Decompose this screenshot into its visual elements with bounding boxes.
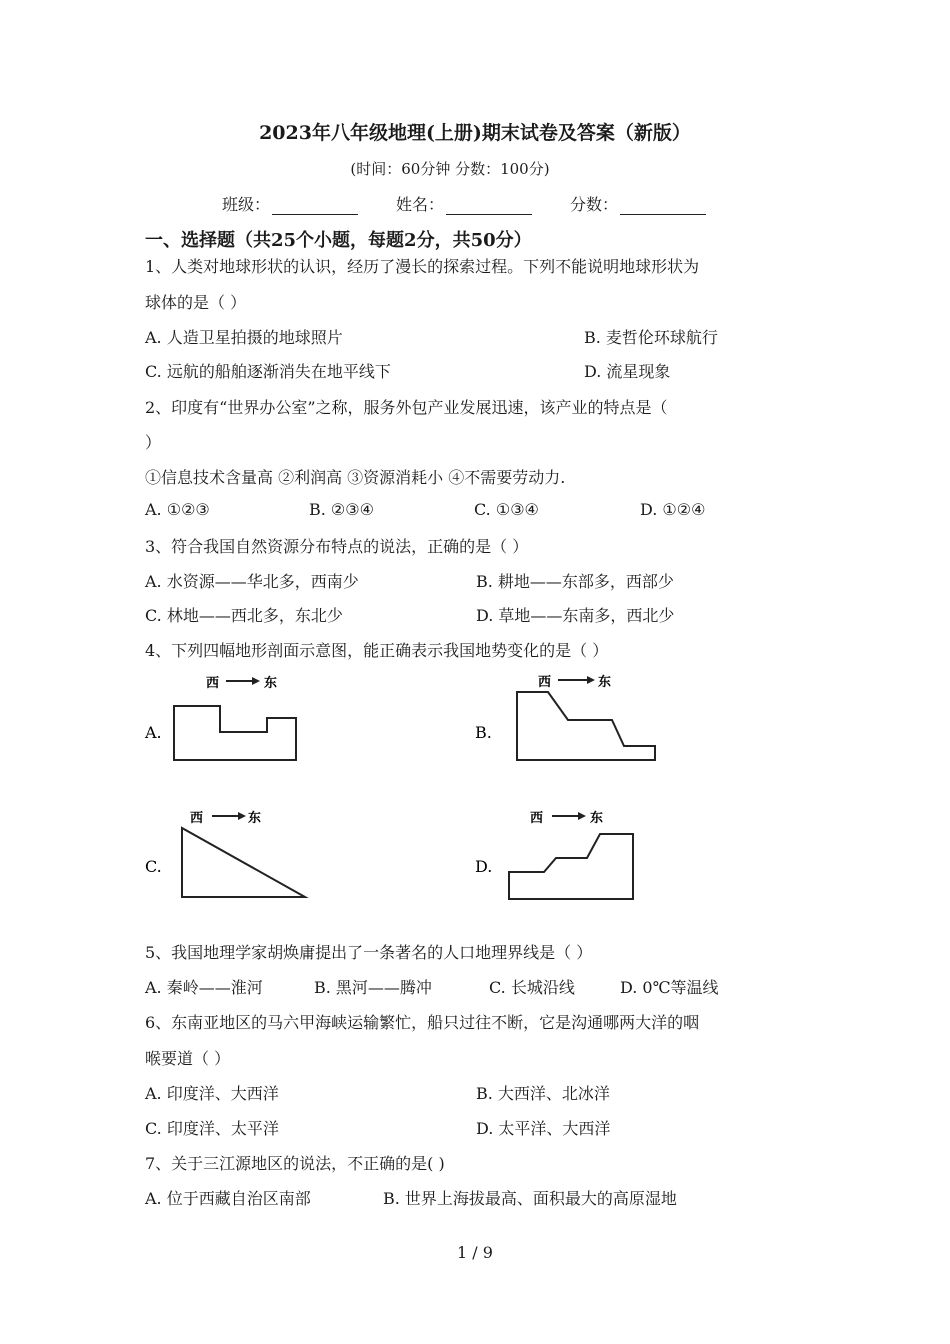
q2-option-c: C. ①③④ [474,500,539,519]
east-label-b: 东 [598,675,612,690]
q7-option-b: B. 世界上海拔最高、面积最大的高原湿地 [383,1189,677,1208]
class-label: 班级： [222,195,271,214]
arrowhead-a [252,677,260,685]
q1-stem-line2: 球体的是（ ） [145,293,247,312]
score-label: 分数： [570,195,619,214]
east-label-d: 东 [590,811,604,826]
west-label-c: 西 [190,811,204,826]
q1-option-d: D. 流星现象 [584,362,671,381]
terrain-profile-c [182,828,305,897]
q4-stem: 4、下列四幅地形剖面示意图，能正确表示我国地势变化的是（ ） [145,641,609,660]
page-title: 2023年八年级地理(上册)期末试卷及答案（新版） [259,122,691,144]
exam-time-score: (时间：60分钟 分数：100分) [350,160,550,178]
q3-option-d: D. 草地——东南多，西北少 [476,606,675,625]
q6-stem-line1: 6、东南亚地区的马六甲海峡运输繁忙，船只过往不断，它是沟通哪两大洋的咽 [145,1013,700,1032]
q5-option-b: B. 黑河——腾冲 [314,978,432,997]
q3-stem: 3、符合我国自然资源分布特点的说法，正确的是（ ） [145,537,529,556]
arrowhead-d [578,812,586,820]
q2-stem-line2: ） [145,433,162,452]
name-label: 姓名： [396,195,445,214]
east-label-c: 东 [248,811,262,826]
q5-option-d: D. 0℃等温线 [620,978,719,997]
q5-stem: 5、我国地理学家胡焕庸提出了一条著名的人口地理界线是（ ） [145,943,593,962]
q2-option-a: A. ①②③ [145,500,210,519]
page-number: 1 / 9 [457,1243,493,1262]
q6-option-c: C. 印度洋、太平洋 [145,1119,279,1138]
q2-statements: ①信息技术含量高 ②利润高 ③资源消耗小 ④不需要劳动力. [145,468,566,487]
west-label-a: 西 [206,676,220,691]
section-heading: 一、选择题（共25个小题，每题2分，共50分） [145,230,532,251]
q2-option-b: B. ②③④ [309,500,374,519]
q2-option-d: D. ①②④ [640,500,706,519]
profile-figure-c [145,810,305,897]
q1-option-c: C. 远航的船舶逐渐消失在地平线下 [145,362,391,381]
q6-option-b: B. 大西洋、北冰洋 [476,1084,610,1103]
terrain-profile-d [509,834,633,899]
q2-stem-line1: 2、印度有“世界办公室”之称，服务外包产业发展迅速，该产业的特点是（ [145,398,668,417]
q3-option-c: C. 林地——西北多，东北少 [145,606,343,625]
q1-stem-line1: 1、人类对地球形状的认识，经历了漫长的探索过程。下列不能说明地球形状为 [145,257,700,276]
q5-option-a: A. 秦岭——淮河 [145,978,263,997]
q3-option-a: A. 水资源——华北多，西南少 [145,572,359,591]
q1-option-a: A. 人造卫星拍摄的地球照片 [145,328,343,347]
figure-a-label: A. [145,723,162,742]
figure-d-label: D. [475,857,493,876]
terrain-profile-a [174,706,296,760]
profile-figure-a [144,675,296,760]
q7-stem: 7、关于三江源地区的说法，不正确的是( ) [145,1154,445,1173]
arrowhead-c [238,812,246,820]
west-label-b: 西 [538,675,552,690]
q1-option-b: B. 麦哲伦环球航行 [584,328,718,347]
profile-figure-b [475,674,655,760]
terrain-profile-b [517,692,655,760]
figure-c-label: C. [145,857,162,876]
q6-option-a: A. 印度洋、大西洋 [145,1084,279,1103]
q5-option-c: C. 长城沿线 [489,978,575,997]
profile-figure-d [475,810,633,899]
figure-b-label: B. [475,723,492,742]
arrowhead-b [587,676,595,684]
q6-option-d: D. 太平洋、大西洋 [476,1119,611,1138]
q6-stem-line2: 喉要道（ ） [145,1049,231,1068]
east-label-a: 东 [264,676,278,691]
west-label-d: 西 [530,811,544,826]
q7-option-a: A. 位于西藏自治区南部 [145,1189,311,1208]
q3-option-b: B. 耕地——东部多，西部少 [476,572,674,591]
